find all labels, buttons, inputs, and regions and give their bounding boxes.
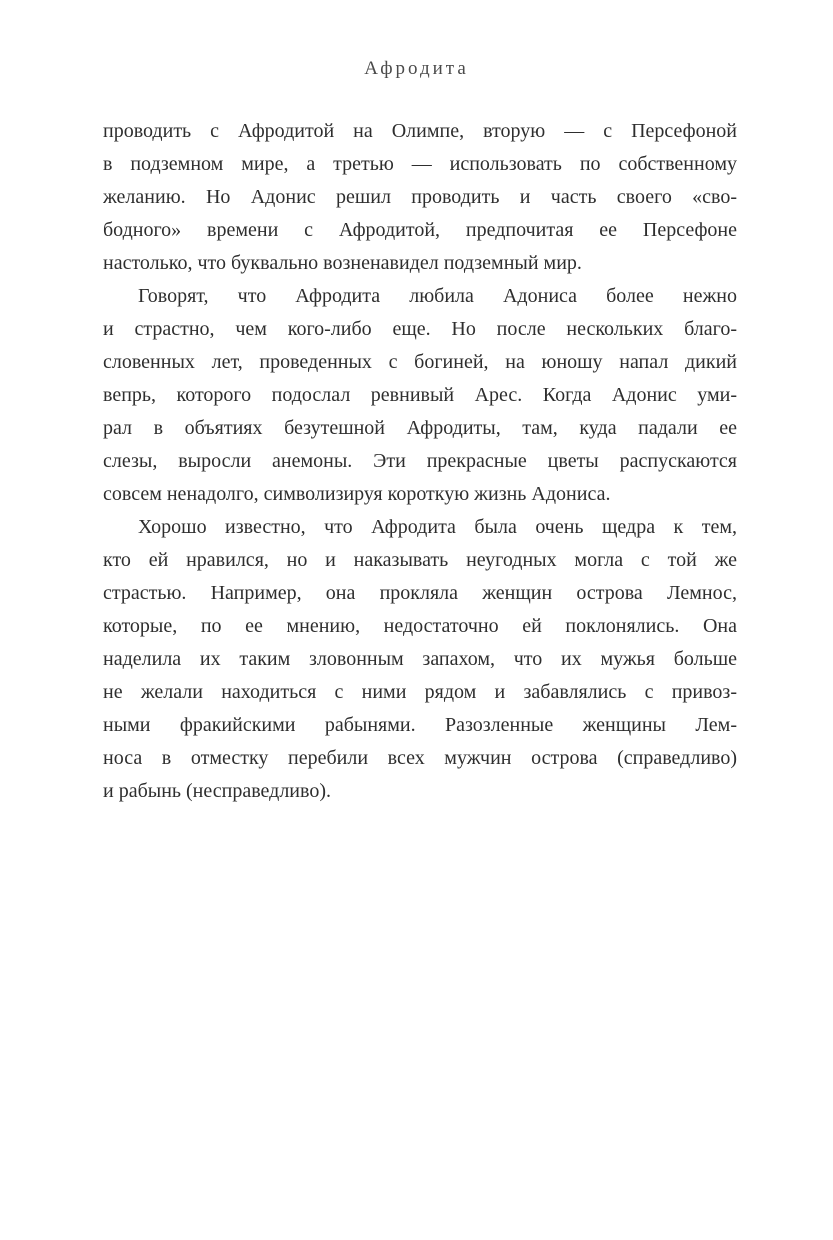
text-line: Хорошо известно, что Афродита была очень щедра к тем, bbox=[138, 516, 737, 538]
text-line: в подземном мире, а третью — использовать по собственному bbox=[103, 153, 737, 175]
text-line: и страстно, чем кого-либо еще. Но после нескольких благо- bbox=[103, 318, 737, 340]
text-line: ными фракийскими рабынями. Разозленные женщины Лем- bbox=[103, 714, 737, 736]
running-header: Афродита bbox=[364, 58, 469, 79]
text-line: вепрь, которого подослал ревнивый Арес. Когда Адонис уми- bbox=[103, 384, 737, 406]
text-line: настолько, что буквально возненавидел подземный мир. bbox=[103, 252, 582, 274]
text-line: рал в объятиях безутешной Афродиты, там, куда падали ее bbox=[103, 417, 737, 439]
text-line: желанию. Но Адонис решил проводить и часть своего «сво- bbox=[103, 186, 737, 208]
text-line: страстью. Например, она прокляла женщин острова Лемнос, bbox=[103, 582, 737, 604]
text-line: слезы, выросли анемоны. Эти прекрасные цветы распускаются bbox=[103, 450, 737, 472]
text-line: наделила их таким зловонным запахом, что их мужья больше bbox=[103, 648, 737, 670]
text-line: Говорят, что Афродита любила Адониса более нежно bbox=[138, 285, 737, 307]
text-line: совсем ненадолго, символизируя короткую жизнь Адониса. bbox=[103, 483, 611, 505]
text-line: бодного» времени с Афродитой, предпочитая ее Персефоне bbox=[103, 219, 737, 241]
text-line: проводить с Афродитой на Олимпе, вторую — с Персефоной bbox=[103, 120, 737, 142]
text-line: словенных лет, проведенных с богиней, на юношу напал дикий bbox=[103, 351, 737, 373]
text-line: которые, по ее мнению, недостаточно ей поклонялись. Она bbox=[103, 615, 737, 637]
text-line: носа в отместку перебили всех мужчин острова (справедливо) bbox=[103, 747, 737, 769]
text-line: не желали находиться с ними рядом и забавлялись с привоз- bbox=[103, 681, 737, 703]
text-line: кто ей нравился, но и наказывать неугодных могла с той же bbox=[103, 549, 737, 571]
body-text bbox=[103, 115, 737, 808]
text-line: и рабынь (несправедливо). bbox=[103, 780, 331, 802]
